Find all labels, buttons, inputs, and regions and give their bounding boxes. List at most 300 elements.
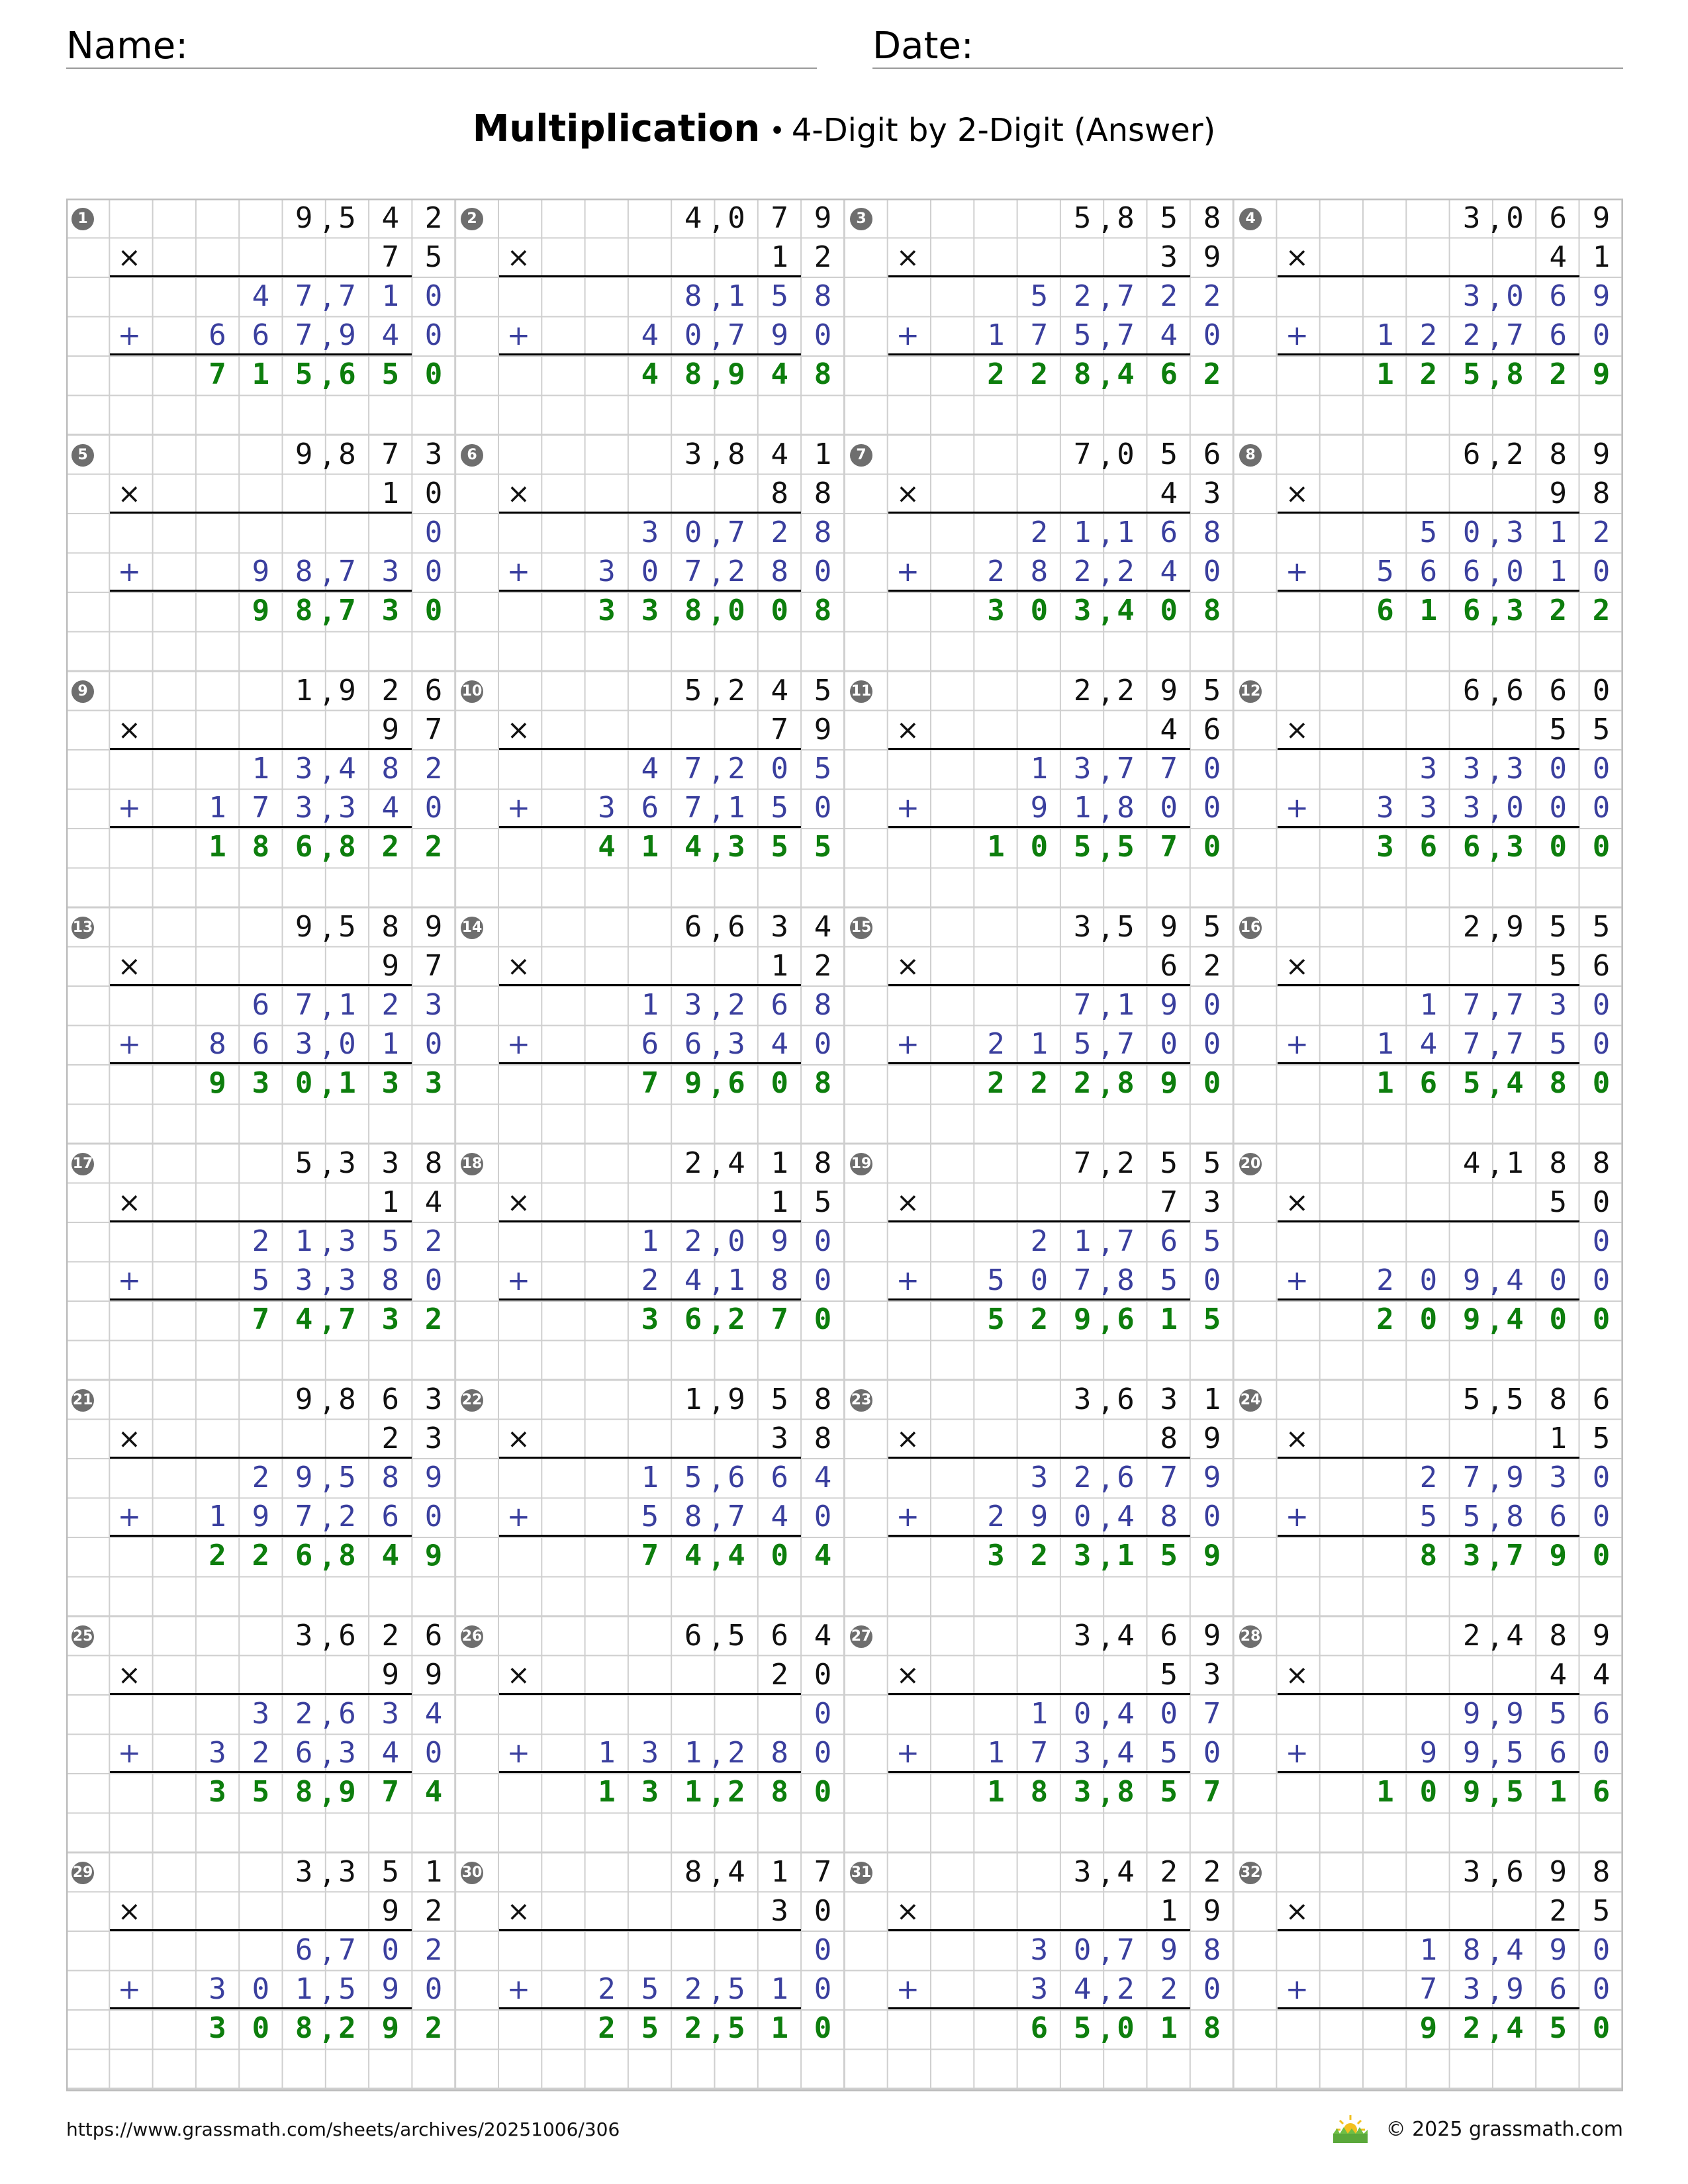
plus-sign: + [896, 555, 919, 588]
digit-cell: 0 [381, 1933, 399, 1967]
times-sign: × [506, 1895, 530, 1927]
digit-cell: 0 [1549, 752, 1567, 786]
thousands-comma: , [1486, 1463, 1504, 1495]
problem-number-badge: 15 [850, 917, 872, 939]
digit-cell: 3 [338, 791, 356, 825]
problem-row-a [455, 671, 845, 710]
problem-row-b [66, 1419, 455, 1458]
digit-cell: 0 [1592, 791, 1611, 825]
plus-sign: + [117, 319, 141, 351]
problem-29 [66, 1852, 455, 2089]
problem-number-badge: 6 [461, 444, 483, 467]
digit-cell: 5 [1073, 1027, 1092, 1061]
digit-cell: 3 [424, 1422, 443, 1455]
digit-cell: 0 [1203, 1027, 1221, 1061]
sum-rule [110, 1771, 412, 1773]
digit-cell: 8 [252, 830, 270, 864]
digit-cell: 9 [381, 1972, 399, 2006]
problem-row-b [1234, 1655, 1623, 1694]
digit-cell: 3 [295, 1619, 313, 1653]
problem-row-b [1234, 710, 1623, 749]
problem-row-a [845, 1852, 1234, 1891]
digit-cell: 4 [814, 1539, 832, 1572]
digit-cell: 3 [1073, 1539, 1092, 1572]
thousands-comma: , [318, 1068, 336, 1101]
digit-cell: 6 [1462, 594, 1481, 627]
digit-cell: 8 [209, 1027, 226, 1061]
problem-5 [66, 435, 455, 671]
problem-row-p1 [455, 1222, 845, 1261]
problem-row-ans [66, 1772, 455, 1811]
digit-cell: 6 [252, 318, 270, 352]
sum-rule [888, 1771, 1190, 1773]
thousands-comma: , [1486, 2013, 1504, 2046]
problem-row-b [455, 1419, 845, 1458]
digit-cell: 6 [1030, 2011, 1049, 2045]
times-sign: × [117, 241, 141, 273]
problem-row-p1 [1234, 749, 1623, 788]
multiplication-rule [888, 1457, 1190, 1459]
digit-cell: 1 [295, 674, 313, 707]
digit-cell: 3 [1462, 1539, 1481, 1572]
digit-cell: 4 [771, 1500, 788, 1533]
digit-cell: 0 [771, 1539, 788, 1572]
digit-cell: 1 [338, 1066, 356, 1100]
digit-cell: 1 [771, 1855, 788, 1889]
multiplication-rule [1278, 275, 1579, 277]
digit-cell: 3 [1160, 1383, 1178, 1416]
thousands-comma: , [1486, 1265, 1504, 1298]
problem-row-a [1234, 1144, 1623, 1183]
digit-cell: 3 [209, 1736, 226, 1770]
problem-row-b [845, 238, 1234, 277]
digit-cell: 5 [771, 791, 788, 825]
thousands-comma: , [1486, 1541, 1504, 1573]
digit-cell: 3 [1030, 1461, 1049, 1494]
title-separator: • [769, 115, 785, 146]
multiplication-rule [499, 1220, 801, 1222]
times-sign: × [506, 1659, 530, 1691]
thousands-comma: , [1097, 281, 1115, 314]
digit-cell: 1 [1549, 555, 1567, 588]
sum-rule [888, 1062, 1190, 1064]
problem-row-p2 [1234, 1970, 1623, 2009]
digit-cell: 0 [814, 1697, 832, 1731]
digit-cell: 3 [1160, 240, 1178, 274]
thousands-comma: , [318, 676, 336, 708]
problem-row-a [66, 1852, 455, 1891]
thousands-comma: , [1486, 676, 1504, 708]
digit-cell: 8 [1073, 357, 1092, 391]
thousands-comma: , [318, 1304, 336, 1337]
digit-cell: 4 [684, 1539, 702, 1572]
digit-cell: 1 [1419, 988, 1438, 1022]
digit-cell: 6 [727, 1461, 745, 1494]
digit-cell: 1 [209, 1500, 226, 1533]
digit-cell: 5 [1073, 2011, 1092, 2045]
digit-cell: 0 [1506, 201, 1524, 235]
digit-cell: 9 [1160, 1933, 1178, 1967]
digit-cell: 2 [987, 1066, 1005, 1100]
digit-cell: 5 [771, 830, 788, 864]
digit-cell: 6 [1462, 674, 1481, 707]
digit-cell: 8 [1030, 555, 1049, 588]
times-sign: × [117, 950, 141, 982]
digit-cell: 1 [771, 1972, 788, 2006]
thousands-comma: , [1097, 1463, 1115, 1495]
digit-cell: 3 [641, 594, 659, 627]
digit-cell: 7 [1203, 1697, 1221, 1731]
plus-sign: + [1285, 1500, 1309, 1533]
plus-sign: + [896, 1500, 919, 1533]
digit-cell: 4 [1117, 1736, 1135, 1770]
problem-30 [455, 1852, 845, 2089]
multiplication-rule [499, 1457, 801, 1459]
digit-cell: 0 [814, 1302, 832, 1336]
digit-cell: 5 [1160, 1736, 1178, 1770]
problem-row-ans [455, 1536, 845, 1575]
problem-row-p2 [455, 1497, 845, 1536]
digit-cell: 7 [814, 1855, 832, 1889]
digit-cell: 0 [814, 2011, 832, 2045]
digit-cell: 6 [727, 1066, 745, 1100]
thousands-comma: , [708, 1029, 726, 1062]
digit-cell: 1 [987, 318, 1005, 352]
problem-row-ans [455, 591, 845, 630]
problem-row-a [845, 1144, 1234, 1183]
thousands-comma: , [1486, 1974, 1504, 2007]
digit-cell: 3 [338, 1855, 356, 1889]
digit-cell: 7 [1506, 988, 1524, 1022]
times-sign: × [896, 1659, 919, 1691]
digit-cell: 8 [814, 1066, 832, 1100]
problem-row-p2 [455, 552, 845, 591]
digit-cell: 2 [727, 1775, 745, 1809]
digit-cell: 1 [295, 1224, 313, 1258]
digit-cell: 4 [1073, 1972, 1092, 2006]
multiplication-rule [888, 984, 1190, 986]
digit-cell: 4 [727, 1855, 745, 1889]
thousands-comma: , [318, 596, 336, 628]
digit-cell: 3 [338, 1146, 356, 1180]
digit-cell: 7 [1073, 1263, 1092, 1297]
multiplication-rule [499, 1693, 801, 1695]
date-label: Date: [872, 24, 974, 68]
problem-row-b [845, 1419, 1234, 1458]
digit-cell: 0 [814, 791, 832, 825]
problem-row-a [1234, 671, 1623, 710]
digit-cell: 0 [1203, 1263, 1221, 1297]
date-field[interactable] [872, 26, 1623, 69]
digit-cell: 7 [1160, 1461, 1178, 1494]
digit-cell: 1 [771, 240, 788, 274]
times-sign: × [1285, 1659, 1309, 1691]
problem-row-p1 [845, 1222, 1234, 1261]
digit-cell: 2 [1160, 279, 1178, 313]
thousands-comma: , [1486, 832, 1504, 864]
digit-cell: 0 [424, 357, 443, 391]
times-sign: × [506, 241, 530, 273]
digit-cell: 7 [684, 791, 702, 825]
thousands-comma: , [1097, 1029, 1115, 1062]
digit-cell: 9 [1160, 674, 1178, 707]
digit-cell: 8 [381, 910, 399, 944]
problem-row-p2 [845, 1261, 1234, 1300]
problem-row-a [845, 199, 1234, 238]
digit-cell: 2 [381, 1619, 399, 1653]
digit-cell: 2 [424, 1894, 443, 1928]
digit-cell: 4 [771, 1027, 788, 1061]
digit-cell: 1 [1030, 752, 1049, 786]
problem-row-p2 [845, 1733, 1234, 1772]
digit-cell: 3 [598, 555, 616, 588]
digit-cell: 4 [1506, 1263, 1524, 1297]
footer-copyright: © 2025 grassmath.com [1385, 2118, 1623, 2141]
digit-cell: 5 [771, 1383, 788, 1416]
thousands-comma: , [1097, 754, 1115, 786]
times-sign: × [506, 1186, 530, 1218]
thousands-comma: , [708, 793, 726, 825]
digit-cell: 8 [1592, 1146, 1611, 1180]
digit-cell: 2 [1030, 1302, 1049, 1336]
digit-cell: 1 [727, 1263, 745, 1297]
digit-cell: 5 [1160, 1539, 1178, 1572]
times-sign: × [896, 950, 919, 982]
digit-cell: 1 [1376, 357, 1394, 391]
digit-cell: 7 [727, 318, 745, 352]
problem-row-p2 [1234, 1497, 1623, 1536]
digit-cell: 5 [295, 357, 313, 391]
digit-cell: 1 [684, 1775, 702, 1809]
sum-rule [888, 2007, 1190, 2009]
problem-row-p1 [66, 985, 455, 1024]
digit-cell: 3 [1549, 988, 1567, 1022]
digit-cell: 9 [1506, 1461, 1524, 1494]
digit-cell: 6 [684, 910, 702, 944]
digit-cell: 8 [684, 1500, 702, 1533]
digit-cell: 1 [598, 1736, 616, 1770]
digit-cell: 2 [424, 201, 443, 235]
digit-cell: 0 [424, 279, 443, 313]
problem-row-p2 [455, 1970, 845, 2009]
problem-row-p2 [845, 1970, 1234, 2009]
digit-cell: 1 [1117, 516, 1135, 549]
times-sign: × [896, 1895, 919, 1927]
digit-cell: 9 [1073, 1302, 1092, 1336]
digit-cell: 2 [987, 1027, 1005, 1061]
digit-cell: 8 [814, 516, 832, 549]
digit-cell: 4 [1462, 1146, 1481, 1180]
digit-cell: 5 [1462, 1383, 1481, 1416]
thousands-comma: , [1097, 676, 1115, 708]
digit-cell: 1 [1030, 1697, 1049, 1731]
problem-number-badge: 5 [71, 444, 94, 467]
problem-row-p1 [455, 749, 845, 788]
digit-cell: 8 [814, 1383, 832, 1416]
digit-cell: 1 [1376, 1775, 1394, 1809]
digit-cell: 0 [1117, 437, 1135, 471]
plus-sign: + [896, 319, 919, 351]
digit-cell: 6 [1592, 949, 1611, 983]
problem-row-ans [1234, 1536, 1623, 1575]
digit-cell: 7 [1506, 1539, 1524, 1572]
digit-cell: 8 [684, 357, 702, 391]
digit-cell: 3 [771, 910, 788, 944]
digit-cell: 7 [252, 791, 270, 825]
problem-11 [845, 671, 1234, 907]
thousands-comma: , [708, 676, 726, 708]
problem-1 [66, 199, 455, 435]
digit-cell: 1 [1073, 1224, 1092, 1258]
thousands-comma: , [1486, 1857, 1504, 1889]
digit-cell: 4 [1549, 1658, 1567, 1692]
worksheet-grid [66, 199, 1623, 2091]
digit-cell: 6 [209, 318, 226, 352]
problem-8 [1234, 435, 1623, 671]
digit-cell: 4 [771, 357, 788, 391]
digit-cell: 2 [424, 830, 443, 864]
thousands-comma: , [318, 2013, 336, 2046]
digit-cell: 9 [1203, 1461, 1221, 1494]
digit-cell: 5 [771, 279, 788, 313]
multiplication-rule [499, 512, 801, 514]
digit-cell: 4 [1117, 594, 1135, 627]
problem-row-a [455, 1616, 845, 1655]
sum-rule [888, 1298, 1190, 1300]
problem-row-p2 [845, 316, 1234, 355]
problem-number-badge: 22 [461, 1389, 483, 1412]
thousands-comma: , [1486, 1935, 1504, 1968]
digit-cell: 1 [727, 791, 745, 825]
digit-cell: 9 [684, 1066, 702, 1100]
digit-cell: 6 [1203, 713, 1221, 747]
problem-row-b [455, 1183, 845, 1222]
digit-cell: 7 [381, 1775, 399, 1809]
digit-cell: 7 [338, 594, 356, 627]
thousands-comma: , [708, 203, 726, 236]
digit-cell: 2 [1549, 1894, 1567, 1928]
digit-cell: 2 [987, 1500, 1005, 1533]
digit-cell: 1 [1160, 2011, 1178, 2045]
problem-23 [845, 1380, 1234, 1616]
thousands-comma: , [1097, 912, 1115, 944]
digit-cell: 1 [252, 752, 270, 786]
digit-cell: 9 [381, 1658, 399, 1692]
problem-row-ans [455, 1772, 845, 1811]
problem-24 [1234, 1380, 1623, 1616]
thousands-comma: , [708, 912, 726, 944]
digit-cell: 0 [1592, 1263, 1611, 1297]
thousands-comma: , [1486, 1738, 1504, 1770]
digit-cell: 0 [424, 555, 443, 588]
thousands-comma: , [318, 1463, 336, 1495]
problem-row-ans [1234, 591, 1623, 630]
problem-row-p1 [1234, 1458, 1623, 1497]
digit-cell: 2 [727, 674, 745, 707]
times-sign: × [896, 1422, 919, 1455]
digit-cell: 6 [1160, 1224, 1178, 1258]
problem-row-a [66, 671, 455, 710]
footer-url[interactable]: https://www.grassmath.com/sheets/archives/20251006/306 [66, 2118, 620, 2140]
digit-cell: 8 [338, 437, 356, 471]
digit-cell: 5 [814, 752, 832, 786]
digit-cell: 9 [1592, 279, 1611, 313]
digit-cell: 4 [1160, 318, 1178, 352]
multiplication-rule [110, 748, 412, 750]
digit-cell: 5 [814, 1185, 832, 1219]
thousands-comma: , [1486, 754, 1504, 786]
worksheet-title [0, 106, 1688, 154]
problem-row-b [66, 946, 455, 985]
name-field[interactable] [66, 26, 817, 69]
digit-cell: 0 [814, 1224, 832, 1258]
digit-cell: 2 [1419, 357, 1438, 391]
problem-number-badge: 19 [850, 1153, 872, 1175]
digit-cell: 6 [1506, 674, 1524, 707]
problem-row-p1 [845, 277, 1234, 316]
multiplication-rule [1278, 1693, 1579, 1695]
problem-number-badge: 26 [461, 1625, 483, 1648]
digit-cell: 9 [1592, 1619, 1611, 1653]
digit-cell: 0 [295, 1066, 313, 1100]
digit-cell: 7 [771, 1302, 788, 1336]
thousands-comma: , [1097, 793, 1115, 825]
problem-row-p1 [845, 1931, 1234, 1970]
problem-row-b [845, 946, 1234, 985]
sum-rule [1278, 1535, 1579, 1537]
digit-cell: 6 [424, 674, 443, 707]
thousands-comma: , [318, 557, 336, 589]
digit-cell: 5 [424, 240, 443, 274]
digit-cell: 6 [1549, 201, 1567, 235]
digit-cell: 9 [338, 674, 356, 707]
digit-cell: 0 [1160, 791, 1178, 825]
digit-cell: 0 [1592, 555, 1611, 588]
sum-rule [499, 1535, 801, 1537]
digit-cell: 0 [424, 1027, 443, 1061]
digit-cell: 9 [1203, 1422, 1221, 1455]
digit-cell: 0 [814, 1263, 832, 1297]
digit-cell: 9 [381, 713, 399, 747]
problem-row-b [845, 1183, 1234, 1222]
thousands-comma: , [1486, 1777, 1504, 1809]
digit-cell: 0 [1203, 318, 1221, 352]
sum-rule [110, 2007, 412, 2009]
digit-cell: 2 [1462, 318, 1481, 352]
digit-cell: 7 [684, 752, 702, 786]
digit-cell: 0 [1030, 1263, 1049, 1297]
digit-cell: 2 [1073, 1461, 1092, 1494]
problem-row-a [66, 199, 455, 238]
digit-cell: 2 [1376, 1263, 1394, 1297]
digit-cell: 5 [1073, 318, 1092, 352]
digit-cell: 0 [1592, 1185, 1611, 1219]
thousands-comma: , [708, 1385, 726, 1417]
digit-cell: 7 [1462, 988, 1481, 1022]
times-sign: × [117, 713, 141, 746]
thousands-comma: , [1486, 596, 1504, 628]
digit-cell: 0 [1419, 1302, 1438, 1336]
digit-cell: 0 [1592, 1066, 1611, 1100]
digit-cell: 6 [1160, 357, 1178, 391]
digit-cell: 5 [641, 2011, 659, 2045]
sum-rule [888, 826, 1190, 828]
digit-cell: 8 [771, 1775, 788, 1809]
digit-cell: 2 [1203, 949, 1221, 983]
thousands-comma: , [1486, 1621, 1504, 1653]
digit-cell: 7 [1073, 437, 1092, 471]
digit-cell: 7 [424, 713, 443, 747]
